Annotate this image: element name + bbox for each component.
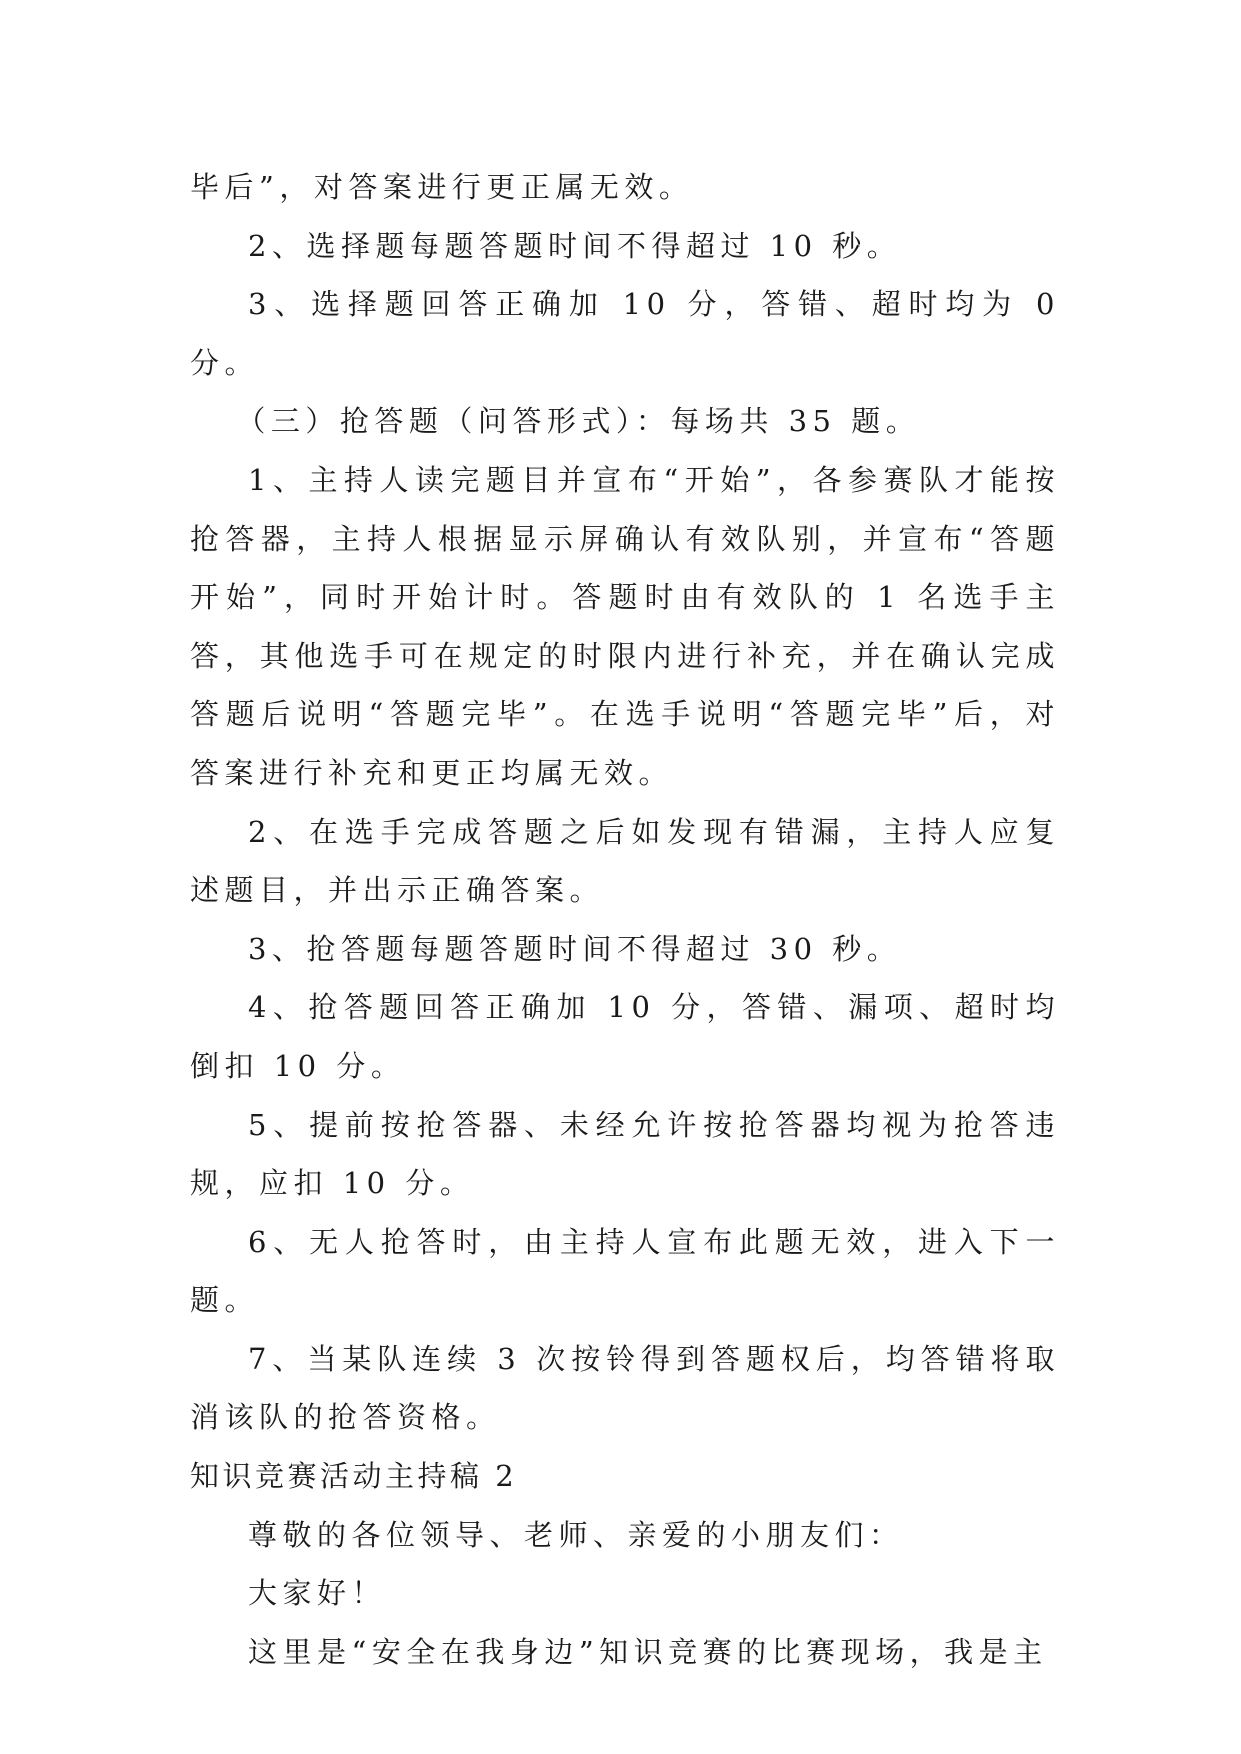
paragraph-quick-answer-rule-1: 1、主持人读完题目并宣布“开始”，各参赛队才能按抢答器，主持人根据显示屏确认有效队别，并宣布“答题开始”，同时开始计时。答题时由有效队的 1 名选手主答，其他选手可在规定的时限内进行补充，并在确认完成答题后说明“答题完毕”。在选手说明“答题完毕”后，对答案进行补充和更正均属无效。 [190, 462, 1060, 790]
paragraph-quick-answer-rule-6: 6、无人抢答时，由主持人宣布此题无效，进入下一题。 [190, 1224, 1060, 1318]
paragraph-greeting-audience: 尊敬的各位领导、老师、亲爱的小朋友们： [248, 1517, 904, 1552]
paragraph-greeting-hello: 大家好！ [248, 1576, 387, 1611]
section-heading-quick-answer: （三）抢答题（问答形式）：每场共 35 题。 [236, 404, 921, 439]
document-subtitle: 知识竞赛活动主持稿 2 [190, 1459, 518, 1494]
document-body [190, 158, 1060, 1681]
paragraph-quick-answer-rule-3: 3、抢答题每题答题时间不得超过 30 秒。 [248, 931, 902, 966]
paragraph-intro: 这里是“安全在我身边”知识竞赛的比赛现场，我是主 [248, 1634, 1048, 1669]
paragraph-quick-answer-rule-5: 5、提前按抢答器、未经允许按抢答器均视为抢答违规，应扣 10 分。 [190, 1107, 1060, 1201]
paragraph-choice-scoring: 3、选择题回答正确加 10 分，答错、超时均为 0 分。 [190, 287, 1060, 380]
paragraph-quick-answer-rule-4: 4、抢答题回答正确加 10 分，答错、漏项、超时均倒扣 10 分。 [190, 990, 1060, 1083]
paragraph-continuation: 毕后”，对答案进行更正属无效。 [190, 170, 694, 204]
paragraph-choice-time-limit: 2、选择题每题答题时间不得超过 10 秒。 [248, 228, 902, 263]
paragraph-quick-answer-rule-2: 2、在选手完成答题之后如发现有错漏，主持人应复述题目，并出示正确答案。 [190, 814, 1060, 908]
paragraph-quick-answer-rule-7: 7、当某队连续 3 次按铃得到答题权后，均答错将取消该队的抢答资格。 [190, 1341, 1060, 1435]
